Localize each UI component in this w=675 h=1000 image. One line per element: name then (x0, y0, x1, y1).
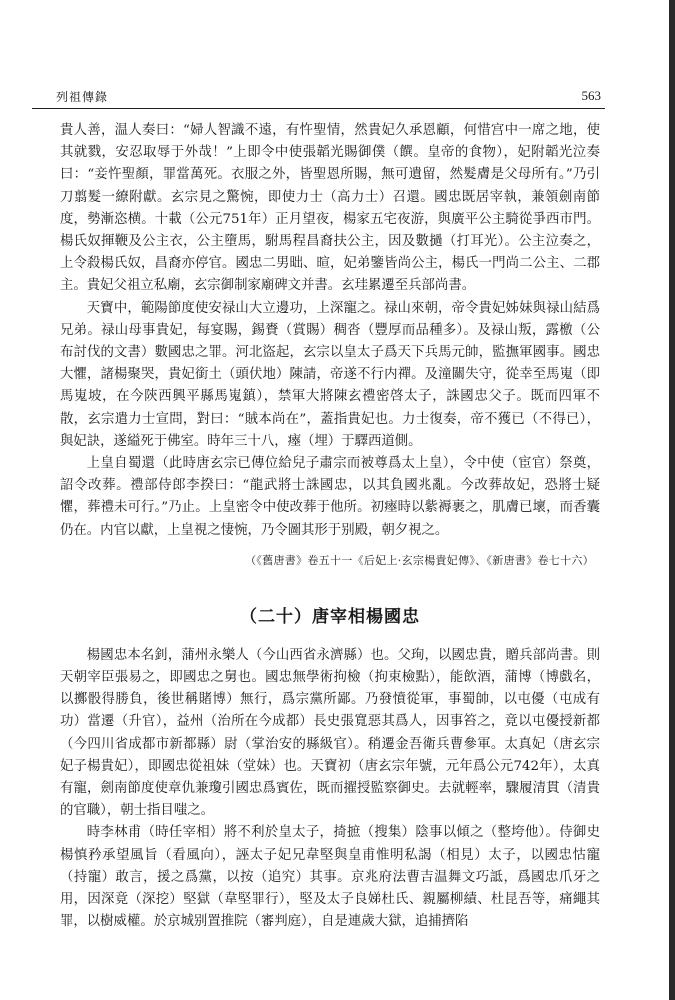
source-citation: （《舊唐書》卷五十一《后妃上·玄宗楊貴妃傳》、《新唐書》卷七十六） (245, 553, 594, 567)
section-heading: （二十）唐宰相楊國忠 (240, 606, 420, 627)
paragraph-yangguozhong-intro: 楊國忠本名釗，蒲州永樂人（今山西省永濟縣）也。父珣，以國忠貴，贈兵部尚書。則天朝宰臣張易之，即國忠之舅也。國忠無學術拘檢（拘束檢點），能飲酒，蒲博（博戲名，以擲骰得勝負，後世稱賭博）無行，爲宗黨所鄙。乃發憤從軍，事蜀帥，以屯優（屯成有功）當遷（升官），益州（治所在今成都）長史張寬惡其爲人，因事笞之，竟以屯優授新都（今四川省成都市新都縣）尉（掌治安的縣級官）。稍遷金吾衛兵曹參軍。太真妃（唐玄宗妃子楊貴妃），即國忠從祖妹（堂妹）也。天寶初（唐玄宗年號，元年爲公元742年），太真有寵，劍南節度使章仇兼瓊引國忠爲賓佐，既而擢授監察御史。去就輕率，驟履清貫（清貴的官職），朝士指目嗤之。 (60, 647, 600, 819)
paragraph-anlushan: 天寶中，範陽節度使安禄山大立邊功，上深寵之。禄山來朝，帝令貴妃姊妹與禄山結爲兄弟。禄山母事貴妃，每宴賜，錫賚（賞賜）稠沓（豐厚而品種多）。及禄山叛，露檄（公布討伐的文書）數國忠之罪。河北盜起，玄宗以皇太子爲天下兵馬元帥，監撫軍國事。國忠大懼，諸楊聚哭，貴妃銜土（頭伏地）陳請，帝遂不行内禪。及潼關失守，從幸至馬嵬（即馬嵬坡，在今陝西興平縣馬嵬鎮），禁軍大將陳玄禮密啓太子，誅國忠父子。既而四軍不散，玄宗遣力士宣問，對曰：“賊本尚在”，蓋指貴妃也。力士復奏，帝不獲已（不得已），與妃訣，遂縊死于佛室。時年三十八，瘞（埋）于驛西道側。 (60, 300, 600, 449)
scan-edge-shadow (669, 0, 675, 1000)
paragraph-reburial: 上皇自蜀還（此時唐玄宗已傳位給兒子肅宗而被尊爲太上皇），令中使（宦官）祭奠，詔令改葬。禮部侍郎李揆曰：“龍武將士誅國忠，以其負國兆亂。今改葬故妃，恐將士疑懼，葬禮未可行。”乃止。上皇密令中使改葬于他所。初瘞時以紫褥裹之，肌膚已壞，而香囊仍在。内官以獻，上皇視之悽惋，乃令圖其形于别殿，朝夕視之。 (60, 456, 600, 538)
page-header (32, 84, 605, 109)
page-number: 563 (581, 88, 601, 103)
paragraph-lilinfu: 時李林甫（時任宰相）將不利於皇太子，掎摭（搜集）陰事以傾之（整垮他）。侍御史楊慎矜承望風旨（看風向），誣太子妃兄韋堅與皇甫惟明私謁（相見）太子，以國忠怙寵（持寵）敢言，援之爲黨，以按（追究）其事。京兆府法曹吉温舞文巧詆，爲國忠爪牙之用，因深竟（深挖）堅獄（韋堅罪行），堅及太子良娣杜氏、親屬柳績、杜昆吾等，痛繩其罪，以樹威權。於京城别置推院（審判庭），自是連歲大獄，追捕擠陷 (60, 825, 600, 930)
running-head-title: 列祖傳錄 (56, 90, 109, 104)
paragraph-continuation: 貴人善，温人奏曰：“婦人智識不遠，有忤聖情，然貴妃久承恩顧，何惜宫中一席之地，使其就戮，安忍取辱于外哉！”上即令中使張韜光賜御僕（饌。皇帝的食物），妃附韜光泣奏曰：“妾忤聖顏，罪當萬死。衣服之外，皆聖恩所賜，無可遺留，然髮膚是父母所有。”乃引刀翦髮一繚附獻。玄宗見之驚惋，即使力士（高力士）召還。國忠既居宰執，兼領劍南節度，勢漸恣横。十載（公元751年）正月望夜，楊家五宅夜游，與廣平公主騎從爭西市門。楊氏奴揮鞭及公主衣，公主墮馬，駙馬程昌裔扶公主，因及數撾（打耳光）。公主泣奏之，上令殺楊氏奴，昌裔亦停官。國忠二男昢、暄，妃弟鑒皆尚公主，楊氏一門尚二公主、二郡主。貴妃父祖立私廟，玄宗御制家廟碑文并書。玄珪累遷至兵部尚書。 (60, 123, 600, 294)
page-body (60, 120, 600, 934)
